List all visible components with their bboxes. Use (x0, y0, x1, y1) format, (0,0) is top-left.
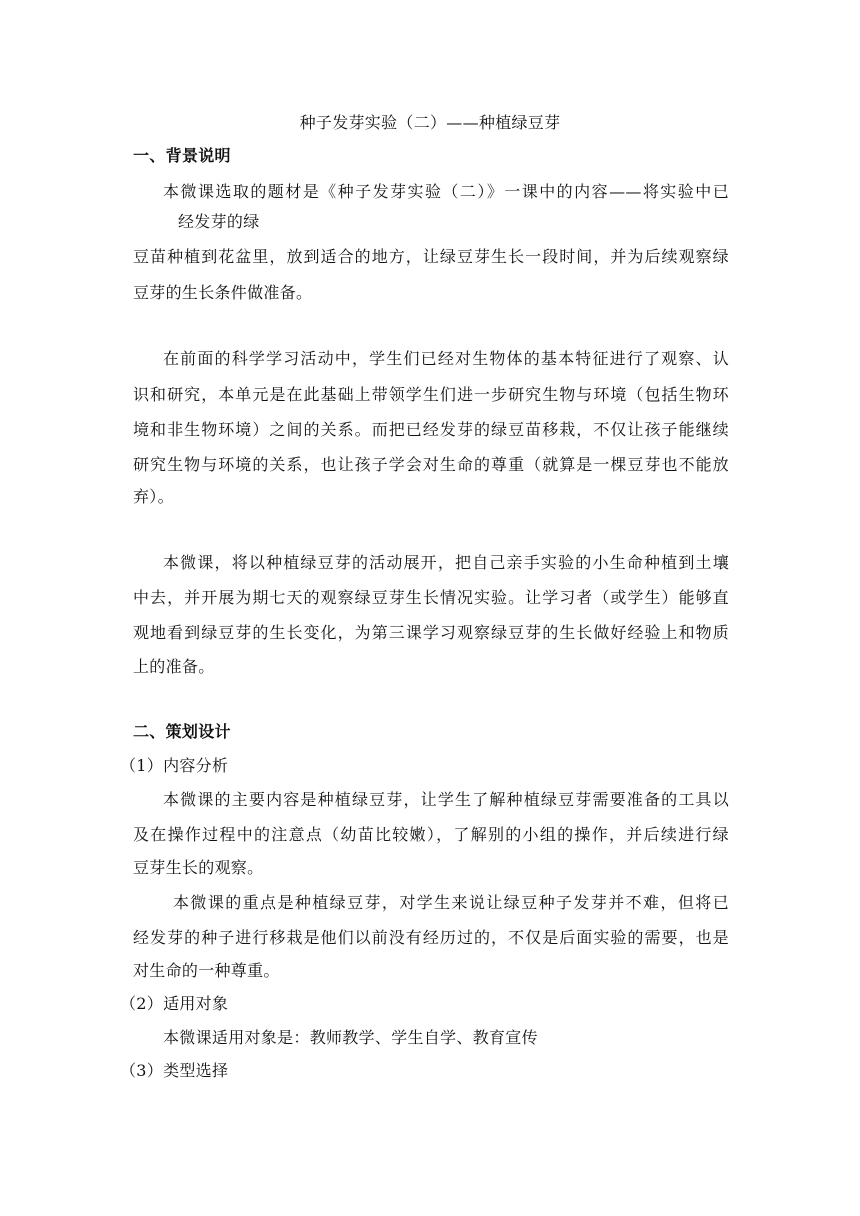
paragraph-line: 本微课的主要内容是种植绿豆芽，让学生了解种植绿豆芽需要准备的工具以 (163, 790, 729, 809)
section-heading-background: 一、背景说明 (133, 146, 231, 165)
paragraph-line: 在前面的科学学习活动中，学生们已经对生物体的基本特征进行了观察、认 (163, 349, 729, 368)
paragraph-line: 经发芽的种子进行移栽是他们以前没有经历过的，不仅是后面实验的需要，也是 (133, 928, 729, 947)
paragraph-line: 研究生物与环境的关系，也让孩子学会对生命的尊重（就算是一棵豆芽也不能放 (133, 455, 729, 474)
paragraph-line: 及在操作过程中的注意点（幼苗比较嫩），了解别的小组的操作，并后续进行绿 (133, 825, 729, 844)
paragraph-line: 上的准备。 (133, 657, 215, 676)
subheading-target-audience: （2）适用对象 (120, 994, 229, 1013)
paragraph-line: 中去，并开展为期七天的观察绿豆芽生长情况实验。让学习者（或学生）能够直 (133, 588, 729, 607)
paragraph-line: 本微课适用对象是：教师教学、学生自学、教育宣传 (163, 1028, 538, 1047)
paragraph-line: 弃）。 (133, 487, 174, 506)
paragraph-line: 本微课的重点是种植绿豆芽，对学生来说让绿豆种子发芽并不难，但将已 (173, 893, 729, 912)
paragraph-line: 豆芽的生长条件做准备。 (133, 283, 313, 302)
paragraph-line: 经发芽的绿 (178, 212, 260, 231)
paragraph-line: 本微课选取的题材是《种子发芽实验（二）》一课中的内容——将实验中已 (163, 182, 729, 201)
paragraph-line: 对生命的一种尊重。 (133, 961, 280, 980)
paragraph-line: 豆苗种植到花盆里，放到适合的地方，让绿豆芽生长一段时间，并为后续观察绿 (133, 247, 729, 266)
subheading-type-selection: （3）类型选择 (120, 1061, 229, 1080)
paragraph-line: 识和研究，本单元是在此基础上带领学生们进一步研究生物与环境（包括生物环 (133, 385, 729, 404)
document-title: 种子发芽实验（二）——种植绿豆芽 (299, 113, 561, 132)
paragraph-line: 本微课，将以种植绿豆芽的活动展开，把自己亲手实验的小生命种植到土壤 (163, 553, 729, 572)
section-heading-design: 二、策划设计 (133, 722, 231, 741)
paragraph-line: 观地看到绿豆芽的生长变化，为第三课学习观察绿豆芽的生长做好经验上和物质 (133, 623, 729, 642)
subheading-content-analysis: （1）内容分析 (120, 756, 229, 775)
paragraph-line: 境和非生物环境）之间的关系。而把已经发芽的绿豆苗移栽，不仅让孩子能继续 (133, 420, 729, 439)
paragraph-line: 豆芽生长的观察。 (133, 858, 264, 877)
